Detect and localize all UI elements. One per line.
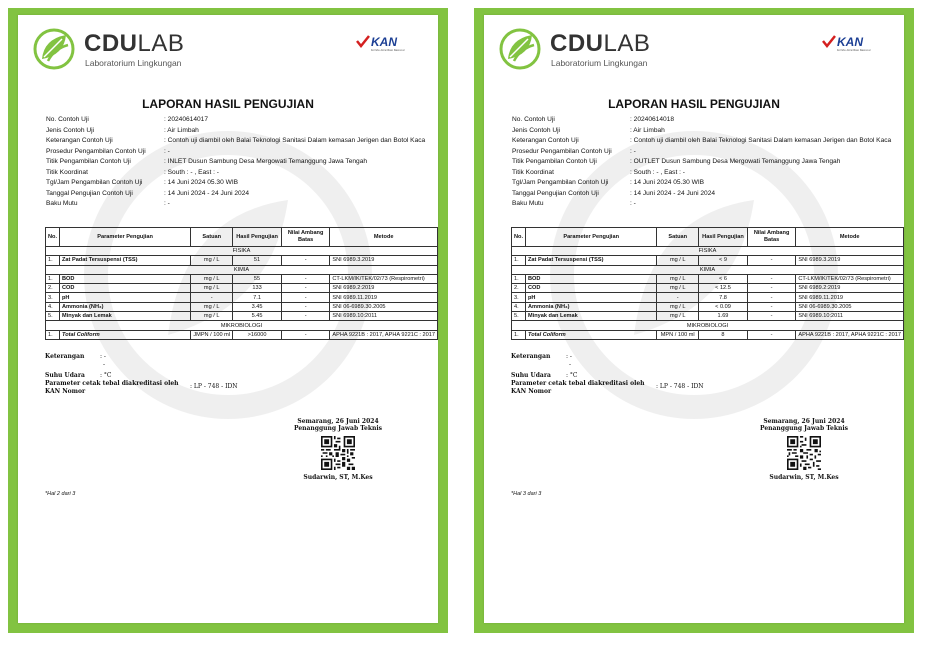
cell-param: Total Coliform: [60, 330, 191, 339]
col-header-param: Parameter Pengujian: [526, 228, 657, 247]
cell-method: SNI 6989.3.2019: [330, 256, 438, 265]
cell-result: 1.69: [699, 312, 748, 321]
table-row: [46, 312, 438, 321]
meta-row: [512, 178, 904, 189]
table-row: [512, 284, 904, 293]
col-header-unit: Satuan: [657, 228, 699, 247]
meta-label: Titik Koordinat: [512, 168, 554, 176]
cell-no: 2.: [512, 284, 526, 293]
sign-name: Sudarwin, ST, M.Kes: [769, 474, 839, 481]
table-row: [46, 284, 438, 293]
logo-subtitle: Laboratorium Lingkungan: [551, 58, 648, 68]
kan-logo: [356, 35, 416, 65]
note-keterangan-cont: [45, 361, 365, 369]
cell-method: SNI 6989.2:2019: [330, 284, 438, 293]
sample-meta: [512, 115, 904, 210]
col-header-method: Metode: [330, 228, 438, 247]
signature-block: [268, 418, 408, 481]
cell-method: SNI 6989.10:2011: [796, 312, 904, 321]
cell-threshold: -: [281, 312, 329, 321]
note-value: : °C: [100, 372, 112, 379]
col-header-method: Metode: [796, 228, 904, 247]
cell-param: COD: [526, 284, 657, 293]
note-value: : LP - 748 - IDN: [190, 383, 238, 390]
section-row-mikrobiologi: [512, 321, 904, 330]
table-row: [512, 330, 904, 339]
table-row: [46, 293, 438, 302]
cell-unit: mg / L: [657, 256, 699, 265]
section-label: KIMIA: [46, 265, 438, 274]
table-row: [512, 312, 904, 321]
table-row: [512, 302, 904, 311]
note-label: Suhu Udara: [511, 372, 551, 379]
meta-label: Tanggal Pengujian Contoh Uji: [46, 189, 133, 197]
note-suhu: [45, 372, 365, 380]
cell-unit: mg / L: [657, 284, 699, 293]
cell-param: Minyak dan Lemak: [526, 312, 657, 321]
section-label: MIKROBIOLOGI: [46, 321, 438, 330]
cell-no: 3.: [46, 293, 60, 302]
meta-label: Baku Mutu: [46, 200, 78, 207]
table-header-row: [512, 228, 904, 247]
cell-unit: mg / L: [191, 312, 233, 321]
meta-value: : Contoh uji diambil oleh Balai Teknologi Sanitasi Dalam kemasan Jerigen dan Botol Kaca: [630, 137, 892, 144]
table-row: [46, 256, 438, 265]
cell-unit: mg / L: [657, 274, 699, 283]
cell-no: 1.: [46, 256, 60, 265]
note-keterangan: [45, 353, 365, 361]
note-label: Parameter cetak tebal diakreditasi oleh: [511, 380, 645, 387]
cell-threshold: -: [281, 256, 329, 265]
meta-row: [512, 189, 904, 200]
cdulab-logo: [32, 27, 232, 77]
meta-label: Baku Mutu: [512, 200, 544, 207]
report-notes: [45, 353, 365, 396]
kan-wordmark: KAN: [371, 35, 397, 49]
meta-row: [512, 157, 904, 168]
meta-value: : -: [164, 200, 170, 207]
meta-label: No. Contoh Uji: [46, 116, 89, 123]
cell-no: 1.: [512, 256, 526, 265]
meta-row: [46, 189, 438, 200]
cell-threshold: -: [281, 330, 329, 339]
cell-param: BOD: [60, 274, 191, 283]
cell-result: 5.45: [233, 312, 282, 321]
report-paper: [18, 15, 438, 623]
cell-result: 3.45: [233, 302, 282, 311]
table-row: [46, 302, 438, 311]
col-header-no: No.: [512, 228, 526, 247]
meta-row: [46, 115, 438, 126]
cell-method: APHA 9221B : 2017, APHA 9221C : 2017: [796, 330, 904, 339]
cell-method: CT-LKM/IK/TEK/02/73 (Respirometri): [796, 274, 904, 283]
meta-value: : OUTLET Dusun Sambung Desa Mergowati Temanggung Jawa Tengah: [630, 158, 841, 165]
results-table: [511, 227, 904, 340]
cell-method: CT-LKM/IK/TEK/02/73 (Respirometri): [330, 274, 438, 283]
col-header-no: No.: [46, 228, 60, 247]
col-header-threshold: Nilai Ambang Batas: [281, 228, 329, 247]
note-keterangan-cont: [511, 361, 831, 369]
meta-value: : -: [630, 147, 636, 155]
report-title: LAPORAN HASIL PENGUJIAN: [608, 97, 780, 111]
kan-logo: [822, 35, 882, 65]
cell-threshold: -: [747, 312, 796, 321]
cell-param: Zat Padat Tersuspensi (TSS): [526, 256, 657, 265]
cell-param: Ammonia (NH₃): [60, 302, 191, 311]
qr-code-icon: [321, 436, 355, 470]
sign-place-date: Semarang, 26 Juni 2024: [763, 418, 845, 425]
meta-label: No. Contoh Uji: [512, 116, 555, 123]
meta-row: [46, 147, 438, 158]
meta-row: [512, 126, 904, 137]
note-keterangan: [511, 353, 831, 361]
meta-row: [46, 157, 438, 168]
kan-subtitle: Komite Akreditasi Nasional: [837, 49, 871, 52]
cell-param: pH: [60, 293, 191, 302]
meta-row: [512, 115, 904, 126]
cell-threshold: -: [747, 274, 796, 283]
cell-unit: -: [657, 293, 699, 302]
cell-unit: mg / L: [657, 302, 699, 311]
cell-method: SNI 06-6989.30.2005: [796, 302, 904, 311]
sign-name: Sudarwin, ST, M.Kes: [303, 474, 373, 481]
cell-threshold: -: [281, 293, 329, 302]
cell-no: 5.: [512, 312, 526, 321]
sign-role: Penanggung Jawab Teknis: [293, 425, 382, 432]
meta-row: [512, 136, 904, 147]
cell-no: 2.: [46, 284, 60, 293]
col-header-threshold: Nilai Ambang Batas: [747, 228, 796, 247]
cell-unit: MPN / 100 ml: [657, 330, 699, 339]
signature-block: [734, 418, 874, 481]
cell-result: 55: [233, 274, 282, 283]
note-kan: [45, 388, 365, 396]
cell-param: Minyak dan Lemak: [60, 312, 191, 321]
cell-no: 1.: [512, 330, 526, 339]
meta-value: : -: [164, 147, 170, 155]
note-label: Keterangan: [511, 353, 551, 360]
cell-result: < 9: [699, 256, 748, 265]
report-notes: [511, 353, 831, 396]
cell-threshold: -: [281, 274, 329, 283]
cell-result: < 12.5: [699, 284, 748, 293]
cell-threshold: -: [747, 284, 796, 293]
meta-label: Keterangan Contoh Uji: [512, 137, 579, 144]
cell-unit: JMPN / 100 ml: [191, 330, 233, 339]
meta-value: : 14 Juni 2024 05.30 WIB: [164, 179, 239, 186]
meta-row: [46, 199, 438, 210]
note-label: Suhu Udara: [45, 372, 85, 379]
report-page-right: [474, 8, 914, 633]
note-label: KAN Nomor: [45, 388, 86, 395]
cdulab-logo: [498, 27, 698, 77]
meta-label: Titik Pengambilan Contoh Uji: [512, 158, 597, 165]
note-value: -: [569, 361, 572, 368]
section-row-fisika: [512, 247, 904, 256]
cell-result: >16000: [233, 330, 282, 339]
cell-threshold: -: [747, 256, 796, 265]
table-row: [512, 293, 904, 302]
col-header-param: Parameter Pengujian: [60, 228, 191, 247]
meta-value: : -: [630, 200, 636, 207]
section-row-kimia: [512, 265, 904, 274]
section-row-kimia: [46, 265, 438, 274]
note-label: Keterangan: [45, 353, 85, 360]
cell-result: < 0.09: [699, 302, 748, 311]
report-paper: [484, 15, 904, 623]
note-param: [511, 380, 831, 388]
col-header-result: Hasil Pengujian: [699, 228, 748, 247]
note-label: Parameter cetak tebal diakreditasi oleh: [45, 380, 179, 387]
table-row: [512, 256, 904, 265]
meta-value: : 20240614017: [164, 116, 209, 123]
cell-method: APHA 9221B : 2017, APHA 9221C : 2017: [330, 330, 438, 339]
note-value: -: [103, 361, 106, 368]
cell-no: 1.: [46, 274, 60, 283]
meta-label: Jenis Contoh Uji: [46, 126, 95, 134]
cell-param: Total Coliform: [526, 330, 657, 339]
cell-no: 4.: [46, 302, 60, 311]
note-label: KAN Nomor: [511, 388, 552, 395]
cell-threshold: -: [281, 284, 329, 293]
meta-value: : Air Limbah: [630, 126, 665, 134]
meta-row: [46, 178, 438, 189]
meta-row: [46, 136, 438, 147]
cell-result: 7.1: [233, 293, 282, 302]
meta-label: Prosedur Pengambilan Contoh Uji: [512, 147, 612, 155]
table-row: [512, 274, 904, 283]
cell-param: pH: [526, 293, 657, 302]
meta-value: : 14 Juni 2024 - 24 Juni 2024: [630, 189, 716, 197]
cell-no: 4.: [512, 302, 526, 311]
page-number: *Hal 3 dari 3: [511, 491, 542, 497]
cell-threshold: -: [747, 330, 796, 339]
cell-threshold: -: [747, 293, 796, 302]
cell-result: 7.8: [699, 293, 748, 302]
note-value: : °C: [566, 372, 578, 379]
results-table: [45, 227, 438, 340]
meta-label: Jenis Contoh Uji: [512, 126, 561, 134]
kan-wordmark: KAN: [837, 35, 863, 49]
report-page-left: [8, 8, 448, 633]
note-suhu: [511, 372, 831, 380]
note-value: : -: [566, 353, 572, 360]
meta-row: [46, 126, 438, 137]
section-label: FISIKA: [46, 247, 438, 256]
meta-row: [512, 147, 904, 158]
meta-row: [512, 199, 904, 210]
cell-method: SNI 06-6989.30.2005: [330, 302, 438, 311]
section-label: FISIKA: [512, 247, 904, 256]
note-param: [45, 380, 365, 388]
cell-param: Ammonia (NH₃): [526, 302, 657, 311]
cell-method: SNI 6989.11.2019: [330, 293, 438, 302]
logo-wordmark: CDULAB: [550, 30, 651, 57]
cell-result: 51: [233, 256, 282, 265]
cell-param: Zat Padat Tersuspensi (TSS): [60, 256, 191, 265]
cell-method: SNI 6989.3.2019: [796, 256, 904, 265]
meta-value: : 14 Juni 2024 05.30 WIB: [630, 179, 705, 186]
meta-value: : 20240614018: [630, 116, 675, 123]
meta-row: [512, 168, 904, 179]
logo-subtitle: Laboratorium Lingkungan: [85, 58, 182, 68]
cell-result: 8: [699, 330, 748, 339]
section-label: MIKROBIOLOGI: [512, 321, 904, 330]
cell-result: < 6: [699, 274, 748, 283]
meta-value: : Contoh uji diambil oleh Balai Teknologi Sanitasi Dalam kemasan Jerigen dan Botol Kaca: [164, 137, 426, 144]
note-value: : LP - 748 - IDN: [656, 383, 704, 390]
col-header-unit: Satuan: [191, 228, 233, 247]
kan-subtitle: Komite Akreditasi Nasional: [371, 49, 405, 52]
cell-unit: mg / L: [191, 302, 233, 311]
page-number: *Hal 2 dari 3: [45, 491, 76, 497]
cdulab-leaf-icon: [32, 27, 76, 71]
meta-label: Tgl/Jam Pengambilan Contoh Uji: [46, 179, 143, 186]
meta-label: Titik Pengambilan Contoh Uji: [46, 158, 131, 165]
cell-unit: mg / L: [657, 312, 699, 321]
meta-value: : INLET Dusun Sambung Desa Mergowati Temanggung Jawa Tengah: [164, 158, 368, 165]
cell-no: 3.: [512, 293, 526, 302]
meta-label: Tgl/Jam Pengambilan Contoh Uji: [512, 179, 609, 186]
meta-label: Keterangan Contoh Uji: [46, 137, 113, 144]
meta-label: Tanggal Pengujian Contoh Uji: [512, 189, 599, 197]
cell-method: SNI 6989.10:2011: [330, 312, 438, 321]
cell-threshold: -: [747, 302, 796, 311]
cell-unit: mg / L: [191, 274, 233, 283]
cell-method: SNI 6989.2:2019: [796, 284, 904, 293]
section-row-mikrobiologi: [46, 321, 438, 330]
qr-code-icon: [787, 436, 821, 470]
meta-row: [46, 168, 438, 179]
kan-check-icon: [356, 35, 370, 49]
note-kan: [511, 388, 831, 396]
cell-param: BOD: [526, 274, 657, 283]
cell-unit: mg / L: [191, 256, 233, 265]
kan-check-icon: [822, 35, 836, 49]
meta-value: : South : - , East : -: [164, 168, 219, 176]
report-title: LAPORAN HASIL PENGUJIAN: [142, 97, 314, 111]
cell-unit: mg / L: [191, 284, 233, 293]
table-row: [46, 274, 438, 283]
table-header-row: [46, 228, 438, 247]
meta-value: : South : - , East : -: [630, 168, 685, 176]
meta-label: Prosedur Pengambilan Contoh Uji: [46, 147, 146, 155]
cell-result: 133: [233, 284, 282, 293]
table-row: [46, 330, 438, 339]
cell-method: SNI 6989.11.2019: [796, 293, 904, 302]
sample-meta: [46, 115, 438, 210]
cell-no: 1.: [512, 274, 526, 283]
section-row-fisika: [46, 247, 438, 256]
sign-place-date: Semarang, 26 Juni 2024: [297, 418, 379, 425]
sign-role: Penanggung Jawab Teknis: [759, 425, 848, 432]
section-label: KIMIA: [512, 265, 904, 274]
cell-unit: -: [191, 293, 233, 302]
meta-value: : Air Limbah: [164, 126, 199, 134]
meta-label: Titik Koordinat: [46, 168, 88, 176]
cell-no: 1.: [46, 330, 60, 339]
col-header-result: Hasil Pengujian: [233, 228, 282, 247]
note-value: : -: [100, 353, 106, 360]
cell-param: COD: [60, 284, 191, 293]
logo-wordmark: CDULAB: [84, 30, 185, 57]
cdulab-leaf-icon: [498, 27, 542, 71]
cell-no: 5.: [46, 312, 60, 321]
meta-value: : 14 Juni 2024 - 24 Juni 2024: [164, 189, 250, 197]
cell-threshold: -: [281, 302, 329, 311]
